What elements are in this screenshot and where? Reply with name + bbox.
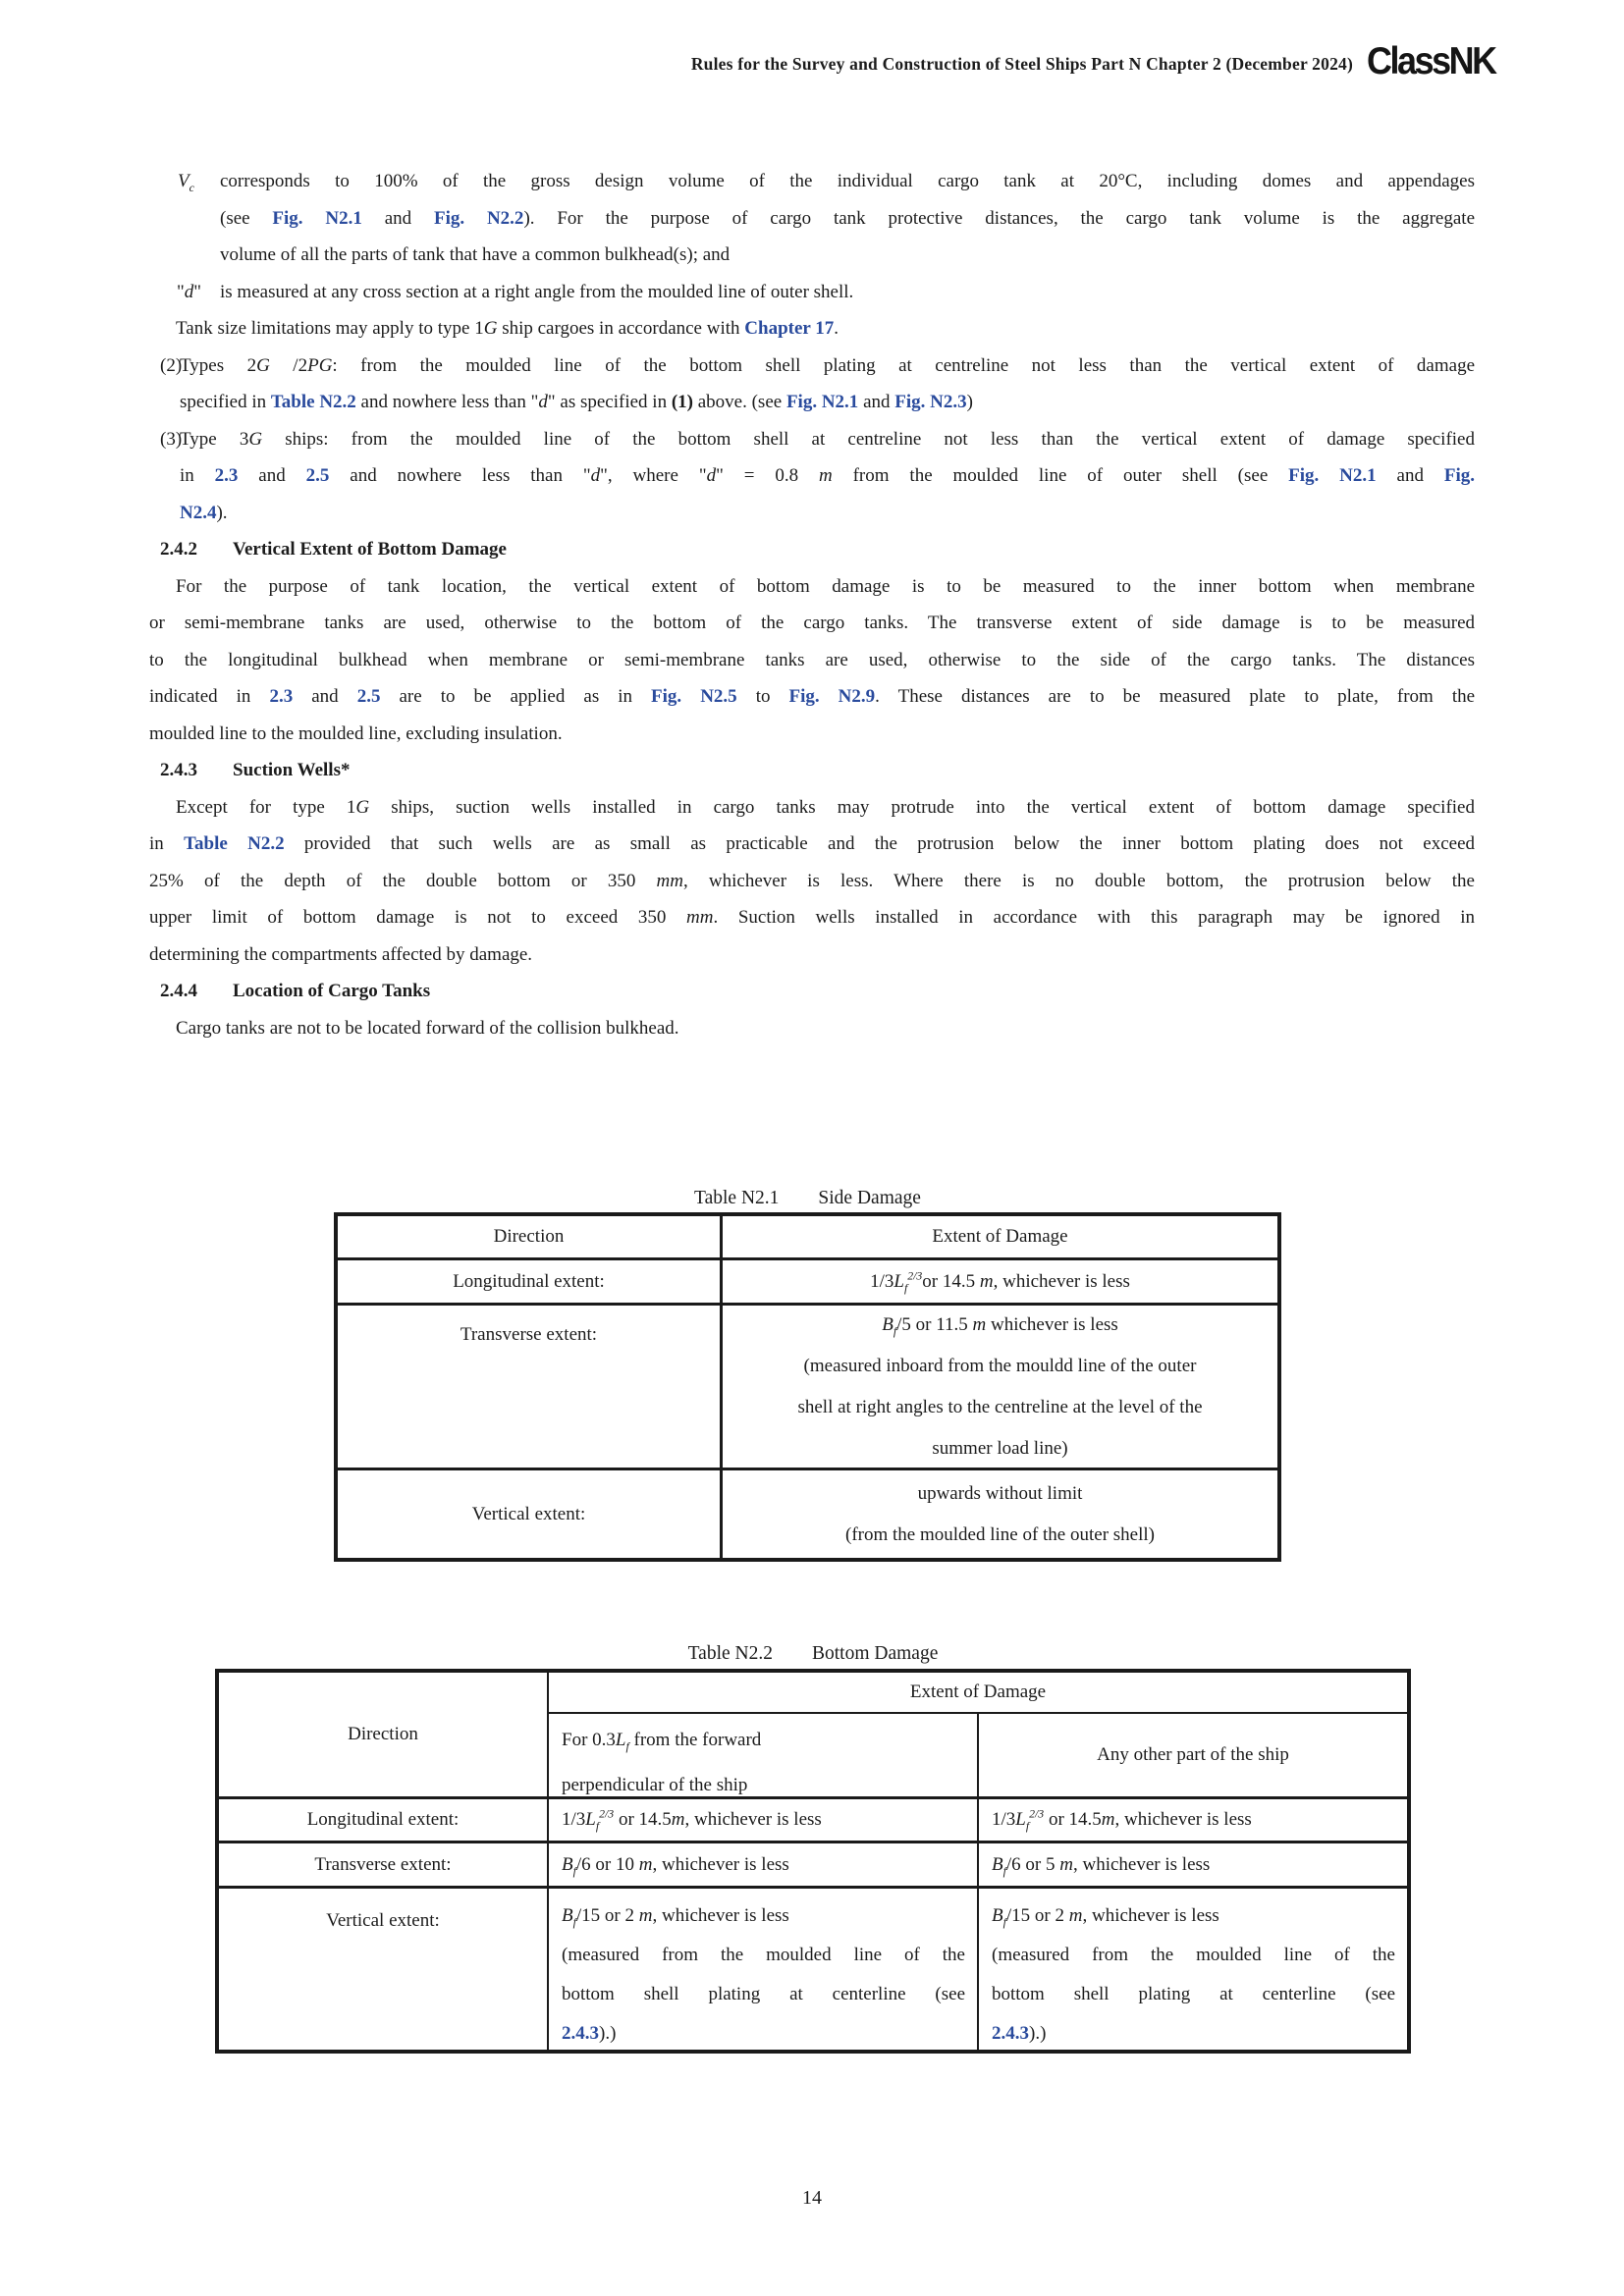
text-run: , whichever is less	[652, 1905, 789, 1926]
text-run: 2.4.2	[160, 539, 197, 560]
text-run: $B_f$	[882, 1313, 897, 1338]
cross-reference-link[interactable]: 2.4.3	[992, 2023, 1029, 2044]
text-line	[562, 2014, 965, 2050]
text-run: "	[177, 281, 185, 302]
table-n21-vertical-value	[723, 1468, 1277, 1558]
text-run: in	[180, 465, 215, 486]
text-run: whichever is less	[986, 1313, 1118, 1335]
text-line	[149, 237, 1475, 274]
text-run: d	[590, 465, 601, 486]
text-run: m	[671, 1809, 685, 1831]
text-run: provided that such wells are as small as practicable and the protrusion below the inner bottom plating does not exceed	[284, 833, 1475, 854]
text-run: Vertical Extent of Bottom Damage	[233, 539, 507, 560]
table-n21-vertical-label: Vertical extent:	[338, 1468, 723, 1558]
cross-reference-link[interactable]: Fig. N2.1	[785, 392, 859, 412]
text-run: 2.4.3	[160, 760, 197, 780]
text-run: G	[248, 428, 263, 450]
text-run: m	[1059, 1853, 1073, 1875]
cross-reference-link[interactable]: Fig. N2.1	[1288, 465, 1377, 486]
text-line	[149, 642, 1475, 679]
text-line	[723, 1387, 1277, 1428]
table-n21-longitudinal-value	[723, 1257, 1277, 1303]
text-run: are to be applied as in	[380, 686, 652, 707]
text-line	[149, 384, 1475, 421]
text-line	[992, 1975, 1395, 2014]
table-n22-header-forward	[549, 1714, 979, 1796]
text-run: $L_f^{2/3}$	[1015, 1807, 1045, 1834]
text-line	[149, 678, 1475, 716]
table-n21-side-damage	[334, 1212, 1281, 1562]
table-n21-longitudinal-label: Longitudinal extent:	[338, 1257, 723, 1303]
classnk-logo: ClassNK	[1367, 39, 1495, 82]
text-run: ", where "	[600, 465, 707, 486]
text-run: mm	[686, 907, 714, 928]
text-run: PG	[307, 354, 333, 376]
header-title: Rules for the Survey and Construction of Steel Ships Part N Chapter 2 (December 2024)	[690, 54, 1353, 74]
text-line	[149, 421, 1475, 458]
text-run: to the longitudinal bulkhead when membrane or semi-membrane tanks are used, otherwise to the side of the cargo tanks. The distances	[149, 649, 1475, 670]
cross-reference-link[interactable]: Table N2.2	[184, 833, 285, 854]
text-run: )	[966, 392, 973, 412]
text-line	[149, 716, 1475, 753]
text-run: 1/3	[992, 1809, 1016, 1831]
text-run: moulded line to the moulded line, excluding insulation.	[149, 722, 563, 744]
text-run: : from the moulded line of the bottom shell plating at centreline not less than the vertical extent of damage	[332, 354, 1476, 376]
text-line	[562, 1936, 965, 1975]
text-run: /6 or 10	[575, 1853, 639, 1875]
table-n22-header-direction: Direction	[219, 1673, 549, 1796]
text-run: Cargo tanks are not to be located forward of the collision bulkhead.	[176, 1017, 679, 1039]
text-line	[723, 1428, 1277, 1468]
text-line	[723, 1473, 1277, 1515]
text-line	[149, 605, 1475, 642]
text-run: and	[293, 686, 357, 707]
table-n22-caption-title: Bottom Damage	[812, 1643, 939, 1664]
text-run: indicated in	[149, 686, 270, 707]
text-run: m	[1068, 1905, 1083, 1926]
text-run: /6 or 5	[1005, 1853, 1060, 1875]
text-line	[149, 752, 1475, 789]
text-run: corresponds to 100% of the gross design volume of the individual cargo tank at 20°C, including domes and appendages	[220, 171, 1475, 191]
text-run: upwards without limit	[917, 1482, 1083, 1504]
text-line	[149, 531, 1475, 568]
cross-reference-link[interactable]: Fig. N2.9	[788, 686, 876, 707]
text-run: Types 2	[180, 354, 257, 376]
text-run: shell at right angles to the centreline at the level of the	[797, 1396, 1203, 1417]
text-line	[723, 1515, 1277, 1556]
text-run: (2)	[160, 354, 183, 376]
text-run: 1/3	[562, 1809, 586, 1831]
text-run: bottom shell plating at centerline (see	[992, 1984, 1395, 2004]
text-line	[149, 936, 1475, 974]
text-run: m	[1101, 1809, 1115, 1831]
text-line	[562, 1896, 965, 1936]
text-run: /15 or 2	[1005, 1905, 1069, 1926]
text-run: , whichever is less	[993, 1270, 1130, 1292]
text-line	[149, 973, 1475, 1010]
text-run: $B_f$	[562, 1905, 576, 1929]
line-label	[178, 163, 194, 200]
text-run: mm	[656, 870, 683, 891]
table-n22-vertical-other	[979, 1886, 1407, 2050]
text-run: . These distances are to be measured plate to plate, from the	[875, 686, 1476, 707]
text-run: from the moulded line of outer shell (see	[832, 465, 1289, 486]
text-run: or 14.5	[614, 1809, 672, 1831]
text-line	[723, 1305, 1277, 1346]
text-line	[149, 495, 1475, 532]
text-run: G	[483, 318, 498, 339]
cross-reference-link[interactable]: Fig.	[1443, 465, 1476, 486]
text-run: (measured from the moulded line of the	[992, 1945, 1395, 1965]
text-run: ).)	[599, 2023, 617, 2044]
text-run: ).)	[1029, 2023, 1047, 2044]
table-n22-transverse-forward	[549, 1841, 979, 1886]
text-run: and nowhere less than "	[355, 392, 539, 412]
text-run: For the purpose of tank location, the vertical extent of bottom damage is to be measured to the inner bottom when membrane	[176, 575, 1475, 597]
cross-reference-link[interactable]: 2.4.3	[562, 2023, 599, 2044]
text-run: $L_f^{2/3}$	[585, 1807, 615, 1834]
text-run: Tank size limitations may apply to type 1	[176, 318, 484, 339]
cross-reference-link[interactable]: N2.4	[180, 502, 217, 523]
text-run: /2	[269, 354, 308, 376]
text-run: upper limit of bottom damage is not to exceed 350	[149, 907, 687, 928]
table-n22-header-extent: Extent of Damage	[549, 1673, 1407, 1714]
line-label	[160, 531, 197, 568]
table-n22-longitudinal-other	[979, 1796, 1407, 1841]
table-n21-header-direction: Direction	[338, 1216, 723, 1257]
cross-reference-link[interactable]: Table N2.2	[270, 392, 356, 412]
table-n21-caption-label: Table N2.1	[694, 1188, 780, 1208]
text-run: .	[834, 318, 839, 339]
text-run: /5 or 11.5	[896, 1313, 973, 1335]
text-run: and	[238, 465, 306, 486]
text-run: volume of all the parts of tank that have a common bulkhead(s); and	[220, 244, 731, 265]
text-run: m	[818, 465, 833, 486]
text-run: ).	[216, 502, 228, 523]
text-run: , whichever is less. Where there is no double bottom, the protrusion below the	[683, 870, 1475, 891]
text-run: , whichever is less	[652, 1853, 789, 1875]
text-line	[149, 274, 1475, 311]
cross-reference-link[interactable]: 2.5	[305, 465, 330, 486]
line-label	[160, 973, 197, 1010]
text-run: and nowhere less than "	[329, 465, 591, 486]
text-run: specified in	[180, 392, 271, 412]
text-run: m	[972, 1313, 987, 1335]
text-run: ship cargoes in accordance with	[497, 318, 745, 339]
text-run: 1/3	[870, 1270, 894, 1292]
text-run: to	[736, 686, 789, 707]
text-line	[562, 1763, 965, 1796]
text-line	[149, 826, 1475, 863]
text-run: determining the compartments affected by damage.	[149, 943, 533, 965]
text-run: 25% of the depth of the double bottom or 350	[149, 870, 657, 891]
text-line	[149, 568, 1475, 606]
text-line	[149, 789, 1475, 827]
text-run: G	[256, 354, 270, 376]
text-run: $V_c$	[178, 171, 194, 194]
text-run: and	[1376, 465, 1444, 486]
text-line	[149, 347, 1475, 385]
text-run: For 0.3	[562, 1730, 616, 1750]
table-n22-caption	[215, 1637, 1411, 1671]
text-run: " = 0.8	[716, 465, 819, 486]
text-run: d	[184, 281, 194, 302]
table-n21-transverse-value	[723, 1303, 1277, 1468]
text-run: , whichever is less	[684, 1809, 822, 1831]
line-label	[177, 274, 201, 311]
line-label	[160, 421, 182, 458]
text-run: Except for type 1	[176, 796, 356, 818]
cross-reference-link[interactable]: 2.5	[356, 686, 381, 707]
text-run: d	[538, 392, 548, 412]
table-n22-header-other: Any other part of the ship	[1097, 1744, 1289, 1766]
text-line	[992, 2014, 1395, 2050]
text-run: or 14.5	[1044, 1809, 1102, 1831]
text-run: and	[858, 392, 895, 412]
text-run: m	[638, 1905, 653, 1926]
table-n21-caption-title: Side Damage	[818, 1188, 921, 1208]
text-run: (see	[220, 207, 273, 229]
text-run: Suction Wells*	[233, 760, 351, 780]
text-run: in	[149, 833, 185, 854]
table-n22-bottom-damage	[215, 1669, 1411, 2054]
text-run: (from the moulded line of the outer shell)	[845, 1523, 1155, 1545]
cross-reference-link[interactable]: Fig. N2.2	[433, 207, 524, 229]
cross-reference-link[interactable]: Fig. N2.3	[894, 392, 967, 412]
text-run: (measured from the moulded line of the	[562, 1945, 965, 1965]
table-n22-caption-label: Table N2.2	[687, 1643, 773, 1664]
text-run: above. (see	[692, 392, 786, 412]
text-line	[149, 863, 1475, 900]
cross-reference-link[interactable]: 2.3	[214, 465, 239, 486]
cross-reference-link[interactable]: 2.3	[269, 686, 294, 707]
text-run: 2.4.4	[160, 981, 197, 1001]
text-run: $B_f$	[992, 1905, 1006, 1929]
text-run: , whichever is less	[1082, 1905, 1219, 1926]
table-n21-transverse-label: Transverse extent:	[338, 1303, 723, 1468]
text-run: from the forward	[628, 1730, 762, 1750]
text-run: (3)	[160, 428, 183, 450]
text-line	[149, 899, 1475, 936]
page-number: 14	[802, 2187, 822, 2209]
text-line	[149, 200, 1475, 238]
text-run: d	[706, 465, 717, 486]
text-run: "	[193, 281, 202, 302]
text-run: Type 3	[180, 428, 249, 450]
body-text	[149, 163, 1475, 1046]
text-run: $L_f^{2/3}$	[893, 1269, 923, 1295]
line-label	[160, 347, 182, 385]
text-run: (1)	[671, 392, 693, 412]
text-run: " as specified in	[547, 392, 672, 412]
text-run: ships: from the moulded line of the bottom shell at centreline not less than the vertical extent of damage specified	[262, 428, 1475, 450]
text-run: $B_f$	[562, 1853, 576, 1878]
text-run: perpendicular of the ship	[562, 1775, 748, 1795]
text-line	[723, 1346, 1277, 1387]
table-n22-longitudinal-forward	[549, 1796, 979, 1841]
text-run: bottom shell plating at centerline (see	[562, 1984, 965, 2004]
text-run: /15 or 2	[575, 1905, 639, 1926]
text-line	[149, 1010, 1475, 1047]
text-line	[149, 457, 1475, 495]
text-line	[562, 1718, 965, 1763]
table-n22-transverse-label: Transverse extent:	[219, 1841, 549, 1886]
text-run: or 14.5	[922, 1270, 980, 1292]
table-n22-vertical-forward	[549, 1886, 979, 2050]
text-run: ships, suction wells installed in cargo tanks may protrude into the vertical extent of bottom damage specified	[369, 796, 1475, 818]
text-run: , whichever is less	[1114, 1809, 1252, 1831]
text-run: summer load line)	[932, 1437, 1068, 1459]
text-line	[992, 1896, 1395, 1936]
table-n21-header-extent: Extent of Damage	[932, 1226, 1068, 1247]
text-line	[149, 163, 1475, 200]
table-n22-vertical-label: Vertical extent:	[219, 1886, 549, 2050]
text-run: $B_f$	[992, 1853, 1006, 1878]
text-run: . Suction wells installed in accordance with this paragraph may be ignored in	[713, 907, 1476, 928]
text-run: is measured at any cross section at a right angle from the moulded line of outer shell.	[220, 281, 854, 302]
text-run: G	[355, 796, 370, 818]
cross-reference-link[interactable]: Fig. N2.1	[272, 207, 362, 229]
cross-reference-link[interactable]: Fig. N2.5	[651, 686, 737, 707]
cross-reference-link[interactable]: Chapter 17	[744, 318, 835, 339]
text-run: or semi-membrane tanks are used, otherwise to the bottom of the cargo tanks. The transverse extent of side damage is to be measured	[149, 613, 1475, 633]
text-run: m	[638, 1853, 653, 1875]
text-line	[562, 1975, 965, 2014]
text-run: ). For the purpose of cargo tank protective distances, the cargo tank volume is the aggregate	[523, 207, 1476, 229]
table-n21-caption	[334, 1182, 1281, 1215]
text-run: and	[361, 207, 434, 229]
text-line	[149, 310, 1475, 347]
text-run: m	[979, 1270, 994, 1292]
text-run: $L_f$	[615, 1730, 629, 1753]
text-line	[992, 1936, 1395, 1975]
text-run: , whichever is less	[1072, 1853, 1211, 1875]
text-run: (measured inboard from the mouldd line of the outer	[803, 1355, 1197, 1376]
table-n22-longitudinal-label: Longitudinal extent:	[219, 1796, 549, 1841]
table-n22-transverse-other	[979, 1841, 1407, 1886]
text-run: Location of Cargo Tanks	[233, 981, 431, 1001]
line-label	[160, 752, 197, 789]
